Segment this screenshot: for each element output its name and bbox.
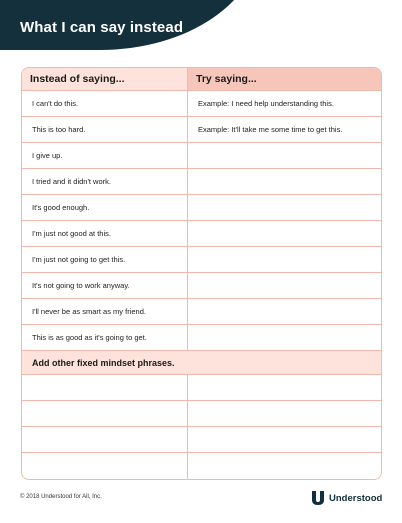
instead-cell: I'm just not good at this. [22, 221, 188, 246]
page-title: What I can say instead [20, 19, 184, 36]
blank-cell[interactable] [22, 427, 188, 452]
blank-row [22, 453, 381, 479]
blank-cell[interactable] [188, 427, 381, 452]
blank-cell[interactable] [22, 401, 188, 426]
table-row [22, 299, 381, 325]
try-cell[interactable] [188, 169, 381, 194]
instead-cell: I tried and it didn't work. [22, 169, 188, 194]
table-row [22, 195, 381, 221]
table-row [22, 143, 381, 169]
blank-row [22, 375, 381, 401]
try-cell[interactable] [188, 143, 381, 168]
logo-text: Understood [329, 492, 383, 504]
table-row [22, 91, 381, 117]
instead-cell: It's not going to work anyway. [22, 273, 188, 298]
try-cell[interactable]: Example: It'll take me some time to get this. [198, 125, 343, 134]
try-cell[interactable] [188, 195, 381, 220]
table-row [22, 325, 381, 351]
try-cell[interactable]: Example: I need help understanding this. [198, 99, 334, 108]
table-row [22, 169, 381, 195]
try-cell[interactable] [188, 221, 381, 246]
instead-cell: I can't do this. [22, 91, 188, 116]
table-row [22, 247, 381, 273]
blank-cell[interactable] [188, 453, 381, 479]
instead-cell: I'll never be as smart as my friend. [22, 299, 188, 324]
table-row [22, 273, 381, 299]
blank-row [22, 427, 381, 453]
blank-row [22, 401, 381, 427]
table-row [22, 117, 381, 143]
copyright-text: © 2018 Understood for All, Inc. [20, 494, 102, 500]
blank-cell[interactable] [188, 401, 381, 426]
try-cell[interactable] [188, 299, 381, 324]
understood-logo [311, 490, 382, 506]
header-try: Try saying... [188, 68, 381, 90]
blank-cell[interactable] [22, 375, 188, 400]
instead-cell: This is too hard. [22, 117, 188, 142]
subheader-other-phrases: Add other fixed mindset phrases. [22, 351, 381, 375]
phrases-table [21, 67, 382, 480]
try-cell[interactable] [188, 273, 381, 298]
try-cell[interactable] [188, 325, 381, 350]
table-header [22, 68, 381, 91]
table-row [22, 221, 381, 247]
blank-cell[interactable] [188, 375, 381, 400]
instead-cell: It's good enough. [22, 195, 188, 220]
understood-logo-icon [311, 490, 325, 506]
blank-rows [22, 375, 381, 479]
instead-cell: This is as good as it's going to get. [22, 325, 188, 350]
blank-cell[interactable] [22, 453, 188, 479]
header-instead: Instead of saying... [22, 68, 188, 90]
try-cell[interactable] [188, 247, 381, 272]
instead-cell: I give up. [22, 143, 188, 168]
table-body [22, 91, 381, 351]
instead-cell: I'm just not going to get this. [22, 247, 188, 272]
